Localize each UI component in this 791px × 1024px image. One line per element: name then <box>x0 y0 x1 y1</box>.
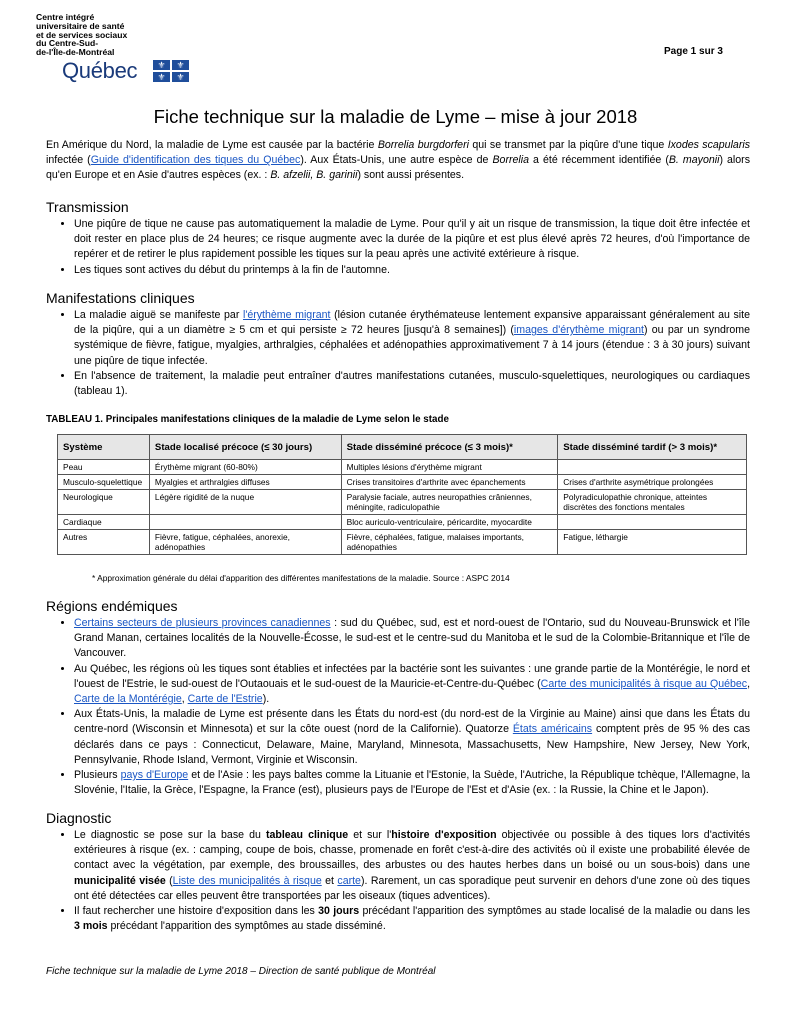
table-cell: Bloc auriculo-ventriculaire, péricardite, myocardite <box>341 515 558 530</box>
table-row <box>58 475 747 490</box>
table-cell <box>149 515 341 530</box>
table-row <box>58 515 747 530</box>
quebec-logo-text: Québec <box>62 58 138 83</box>
canadian-provinces-link[interactable]: Certains secteurs de plusieurs provinces canadiennes <box>74 617 331 629</box>
table-row <box>58 460 747 475</box>
document-title: Fiche technique sur la maladie de Lyme – mise à jour 2018 <box>153 106 638 127</box>
quebec-flag-icon: ⚜ ⚜ ⚜ ⚜ <box>153 60 189 82</box>
table-header: Système <box>58 435 150 460</box>
section-heading-diagnostic: Diagnostic <box>46 810 112 826</box>
table-cell: Polyradiculopathie chronique, atteintes discrètes des fonctions mentales <box>558 490 747 515</box>
tick-guide-link[interactable]: Guide d'identification des tiques du Québec <box>90 154 301 167</box>
municipalities-list-link[interactable]: Liste des municipalités à risque <box>172 874 322 887</box>
table-footnote: * Approximation générale du délai d'apparition des différentes manifestations de la maladie. Source : ASPC 2014 <box>92 573 510 583</box>
diagnostic-list <box>46 828 750 934</box>
erythema-images-link[interactable]: images d'érythème migrant <box>513 324 644 337</box>
table-cell <box>558 460 747 475</box>
transmission-list <box>46 217 750 278</box>
section-heading-transmission: Transmission <box>46 199 129 215</box>
table-header: Stade localisé précoce (≤ 30 jours) <box>149 435 341 460</box>
table-row <box>58 530 747 555</box>
table-cell: Crises d'arthrite asymétrique prolongées <box>558 475 747 490</box>
list-item: • Le diagnostic se pose sur la base du tableau clinique et sur l'histoire d'exposition objectivée ou possible à des tiques lors d'activités extérieures à risque (ex. : camping, coupe de bois, chasse, promenade en forêt c'est-à-dire des activités où il existe une probabilité élevée de contact avec la végétation, par exemple, des broussailles, des arbustes ou des hautes herbes dans un boisé ou un sous-bois) dans une municipalité visée (Liste des municipalités à risque et carte). Rarement, un cas sporadique peut survenir en dehors d'une zone où des tiques ont été détectées car elles peuvent être transportées par les oiseaux (tiques adventices). <box>74 828 750 904</box>
section-heading-manifestations: Manifestations cliniques <box>46 290 195 306</box>
list-item: • En l'absence de traitement, la maladie peut entraîner d'autres manifestations cutanées, musculo-squelettiques, neurologiques ou cardiaques (tableau 1). <box>74 369 750 399</box>
table-cell: Fièvre, fatigue, céphalées, anorexie, adénopathies <box>149 530 341 555</box>
organization-name <box>36 13 196 57</box>
table-cell: Cardiaque <box>58 515 150 530</box>
table-cell: Multiples lésions d'érythème migrant <box>341 460 558 475</box>
list-item: • Au Québec, les régions où les tiques sont établies et infectées par la bactérie sont les suivantes : une grande partie de la Montérégie, le nord et l'ouest de l'Estrie, le sud-ouest de l'Outaouais et le sud-ouest de la Mauricie-et-Centre-du-Québec (Carte des municipalités à risque au Québec, Carte de la Montérégie, Carte de l'Estrie). <box>74 662 750 708</box>
list-item: • Certains secteurs de plusieurs provinces canadiennes : sud du Québec, sud, est et nord-ouest de l'Ontario, sud du Nouveau-Brunswick et l'île Grand Manan, certaines localités de la Nouvelle-Écosse, le sud-est et le centre-sud du Manitoba et le sud de la Colombie-Britannique et l'île de Vancouver. <box>74 616 750 662</box>
table-row <box>58 490 747 515</box>
table-cell: Crises transitoires d'arthrite avec épanchements <box>341 475 558 490</box>
page-footer: Fiche technique sur la maladie de Lyme 2018 – Direction de santé publique de Montréal <box>46 966 436 977</box>
erythema-migrans-link[interactable]: l'érythème migrant <box>242 309 331 321</box>
section-heading-regions: Régions endémiques <box>46 598 178 614</box>
intro-paragraph: En Amérique du Nord, la maladie de Lyme est causée par la bactérie Borrelia burgdorferi qui se transmet par la piqûre d'une tique Ixodes scapularis infectée (Guide d'identification des tiques du Québec). Aux États-Unis, une autre espèce de Borrelia a été récemment identifiée (B. mayonii) alors qu'en Europe et en Asie d'autres espèces (ex. : B. afzelii, B. garinii) sont aussi présentes. <box>46 139 750 182</box>
org-line: Centre intégré <box>36 12 95 22</box>
table-cell <box>558 515 747 530</box>
table-cell: Paralysie faciale, autres neuropathies crâniennes, méningite, radiculopathie <box>341 490 558 515</box>
us-states-link[interactable]: États américains <box>512 723 593 736</box>
table-cell: Légère rigidité de la nuque <box>149 490 341 515</box>
list-item: • Plusieurs pays d'Europe et de l'Asie : les pays baltes comme la Lituanie et l'Estonie, la Suède, l'Autriche, la République tchèque, l'Allemagne, la Slovénie, l'Italie, la Grèce, l'Espagne, la France (est), plusieurs pays de l'Europe de l'Est et d'Asie (ex. : la Russie, la Chine et le Japon). <box>74 768 750 798</box>
list-item: • La maladie aiguë se manifeste par l'érythème migrant (lésion cutanée érythémateuse lentement expansive apparaissant généralement au site de la piqûre, qui a un diamètre ≥ 5 cm et qui persiste ≥ 72 heures [jusqu'à 8 semaines]) (images d'érythème migrant) ou par un syndrome systémique de fièvre, fatigue, myalgies, arthralgies, céphalées et adénopathies approximativement 7 à 14 jours (étendue : 3 à 30 jours) suivant une piqûre de tique infectée. <box>74 308 750 369</box>
list-item: • Aux États-Unis, la maladie de Lyme est présente dans les États du nord-est (du nord-est de la Virginie au Maine) ainsi que dans les États du centre-nord (Wisconsin et Minnesota) et sur la côte ouest (nord de la Californie). Quatorze États américains comptent près de 95 % des cas déclarés dans ce pays : Connecticut, Delaware, Maine, Maryland, Minnesota, Massachusetts, New Hampshire, New Jersey, New York, Pennsylvanie, Rhode Island, Vermont, Virginie et Wisconsin. <box>74 707 750 768</box>
table-cell: Myalgies et arthralgies diffuses <box>149 475 341 490</box>
table-cell: Autres <box>58 530 150 555</box>
manifestations-list <box>46 308 750 399</box>
table-header-row <box>58 435 747 460</box>
monteregie-map-link[interactable]: Carte de la Montérégie <box>74 693 182 706</box>
org-line: de-l'Île-de-Montréal <box>36 47 115 58</box>
table-cell: Peau <box>58 460 150 475</box>
europe-countries-link[interactable]: pays d'Europe <box>120 769 189 782</box>
table-header: Stade disséminé précoce (≤ 3 mois)* <box>341 435 558 460</box>
list-item: • Une piqûre de tique ne cause pas automatiquement la maladie de Lyme. Pour qu'il y ait un risque de transmission, la tique doit être infectée et doit rester en place plus de 24 heures; ce risque augmente avec la durée de la piqûre et est plus élevé après 72 heures, d'où l'importance de repérer et de retirer le plus rapidement possible les tiques sur la peau après une activité extérieure à risque. <box>74 217 750 263</box>
table-cell: Fièvre, céphalées, fatigue, malaises importants, adénopathies <box>341 530 558 555</box>
org-line: et de services sociaux <box>36 29 128 40</box>
table-caption: TABLEAU 1. Principales manifestations cliniques de la maladie de Lyme selon le stade <box>46 414 449 425</box>
org-line: du Centre-Sud- <box>36 38 99 49</box>
clinical-manifestations-table <box>57 434 747 555</box>
list-item: • Les tiques sont actives du début du printemps à la fin de l'automne. <box>74 263 750 278</box>
page-number: Page 1 sur 3 <box>664 46 723 57</box>
regions-list <box>46 616 750 798</box>
table-cell: Érythème migrant (60-80%) <box>149 460 341 475</box>
table-cell: Fatigue, léthargie <box>558 530 747 555</box>
org-line: universitaire de santé <box>36 20 125 31</box>
table-header: Stade disséminé tardif (> 3 mois)* <box>558 435 747 460</box>
map-link[interactable]: carte <box>337 874 361 887</box>
list-item: • Il faut rechercher une histoire d'exposition dans les 30 jours précédant l'apparition des symptômes au stade localisé de la maladie ou dans les 3 mois précédant l'apparition des symptômes au stade disséminé. <box>74 904 750 934</box>
estrie-map-link[interactable]: Carte de l'Estrie <box>187 693 263 706</box>
table-cell: Neurologique <box>58 490 150 515</box>
table-cell: Musculo-squelettique <box>58 475 150 490</box>
quebec-risk-map-link[interactable]: Carte des municipalités à risque au Québec <box>540 677 748 690</box>
